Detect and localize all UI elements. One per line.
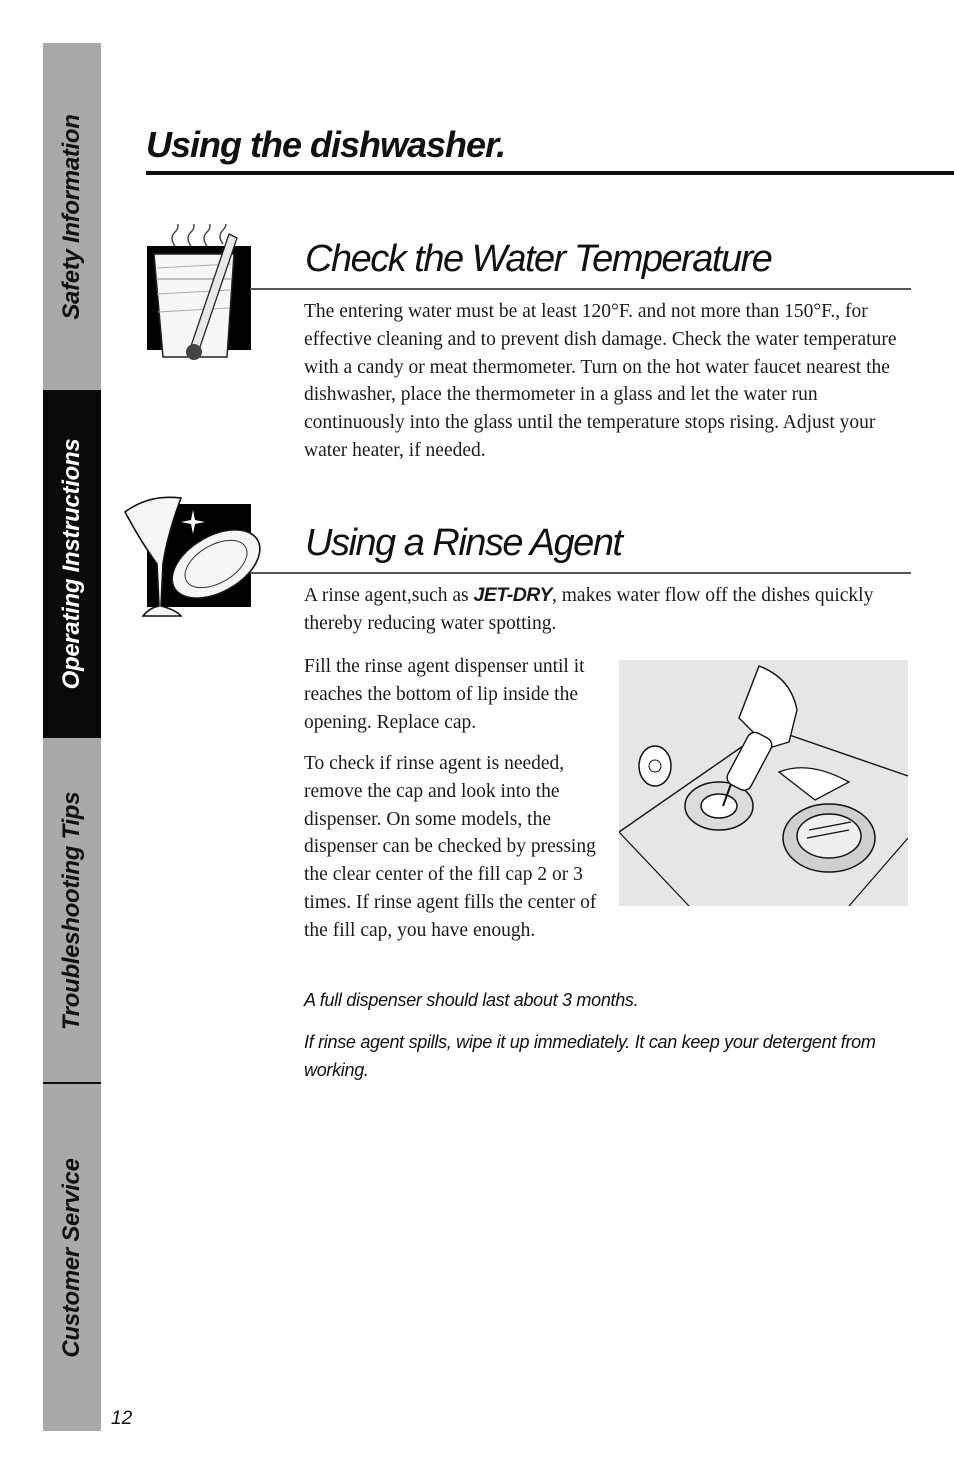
rinse-dispenser-illustration	[619, 660, 908, 906]
note-dispenser-duration: A full dispenser should last about 3 months.	[304, 990, 639, 1010]
intro-text: , makes water flow off the dishes quickly thereby reducing water spotting.	[304, 585, 874, 634]
section-heading-water-temperature: Check the Water Temperature	[305, 238, 772, 280]
rinse-agent-check-instructions: To check if rinse agent is needed, remove the cap and look into the dispenser. On some models, the dispenser can be checked by pressing the clear center of the fill cap 2 or 3 times. If rinse agent fills the center of the fill cap, you have enough.	[304, 753, 597, 941]
page-number: 12	[111, 1408, 133, 1429]
thermometer-glass-icon	[147, 224, 252, 366]
tab-customer-service[interactable]	[43, 1084, 101, 1431]
section-heading-rinse-agent: Using a Rinse Agent	[305, 522, 622, 564]
note-spill-warning: If rinse agent spills, wipe it up immediately. It can keep your detergent from working.	[304, 1032, 876, 1080]
tab-operating-instructions[interactable]	[43, 390, 101, 738]
rinse-agent-fill-instructions: Fill the rinse agent dispenser until it reaches the bottom of lip inside the opening. Replace cap.	[304, 656, 585, 733]
tab-label: Safety Information	[58, 113, 85, 320]
water-temperature-body: The entering water must be at least 120°F. and not more than 150°F., for effective cleaning and to prevent dish damage. Check the water temperature with a candy or meat thermometer. Turn on the hot water faucet nearest the dishwasher, place the thermometer in a glass and let the water run continuously into the glass until the temperature stops rising. Adjust your water heater, if needed.	[304, 301, 897, 461]
tab-troubleshooting-tips[interactable]	[43, 738, 101, 1083]
section-rule	[250, 572, 911, 574]
tab-label: Troubleshooting Tips	[58, 791, 85, 1030]
tab-safety-information[interactable]	[43, 43, 101, 390]
title-rule	[146, 171, 954, 175]
rinse-agent-intro	[304, 582, 884, 638]
page-title: Using the dishwasher.	[146, 124, 506, 165]
brand-name: JET-DRY	[473, 584, 553, 606]
sparkling-dishes-icon	[121, 494, 266, 620]
tab-label: Operating Instructions	[58, 438, 85, 690]
intro-text: A rinse agent,such as	[304, 585, 474, 606]
tab-label: Customer Service	[58, 1157, 85, 1358]
section-rule	[250, 288, 911, 290]
